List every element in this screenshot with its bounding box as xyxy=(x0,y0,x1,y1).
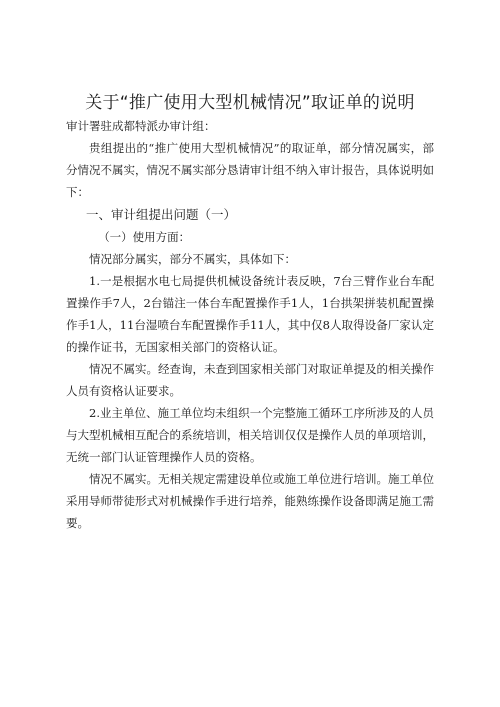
summary-paragraph: 情况部分属实，部分不属实，具体如下： xyxy=(89,252,296,266)
subsection-heading-usage: （一）使用方面： xyxy=(98,230,191,244)
item-2-paragraph: 2.业主单位、施工单位均未组织一个完整施工循环工序所涉及的人员与大型机械相互配合的系统培训，相关培训仅仅是操作人员的单项培训，无统一部门认证管理操作人员的资格。 xyxy=(66,406,434,464)
intro-paragraph: 贵组提出的“推广使用大型机械情况”的取证单，部分情况属实，部分情况不属实，情况不属实部分恳请审计组不纳入审计报告，具体说明如下： xyxy=(66,141,434,199)
item-1-paragraph: 1.一是根据水电七局提供机械设备统计表反映，7台三臂作业台车配置操作手7人，2台锚注一体台车配置操作手1人，1台拱架拼装机配置操作手1人，11台湿喷台车配置操作手11人，其中仅8人取得设备厂家认定的操作证书，无国家相关部门的资格认证。 xyxy=(66,274,434,354)
item-2-response: 情况不属实。无相关规定需建设单位或施工单位进行培训。施工单位采用导师带徒形式对机械操作手进行培养，能熟练操作设备即满足施工需要。 xyxy=(66,472,434,530)
document-title: 关于“推广使用大型机械情况”取证单的说明 xyxy=(85,93,415,113)
section-heading-1: 一、审计组提出问题（一） xyxy=(86,207,237,222)
salutation: 审计署驻成都特派办审计组： xyxy=(66,119,216,133)
item-1-response: 情况不属实。经查询，未查到国家相关部门对取证单提及的相关操作人员有资格认证要求。 xyxy=(66,362,434,398)
